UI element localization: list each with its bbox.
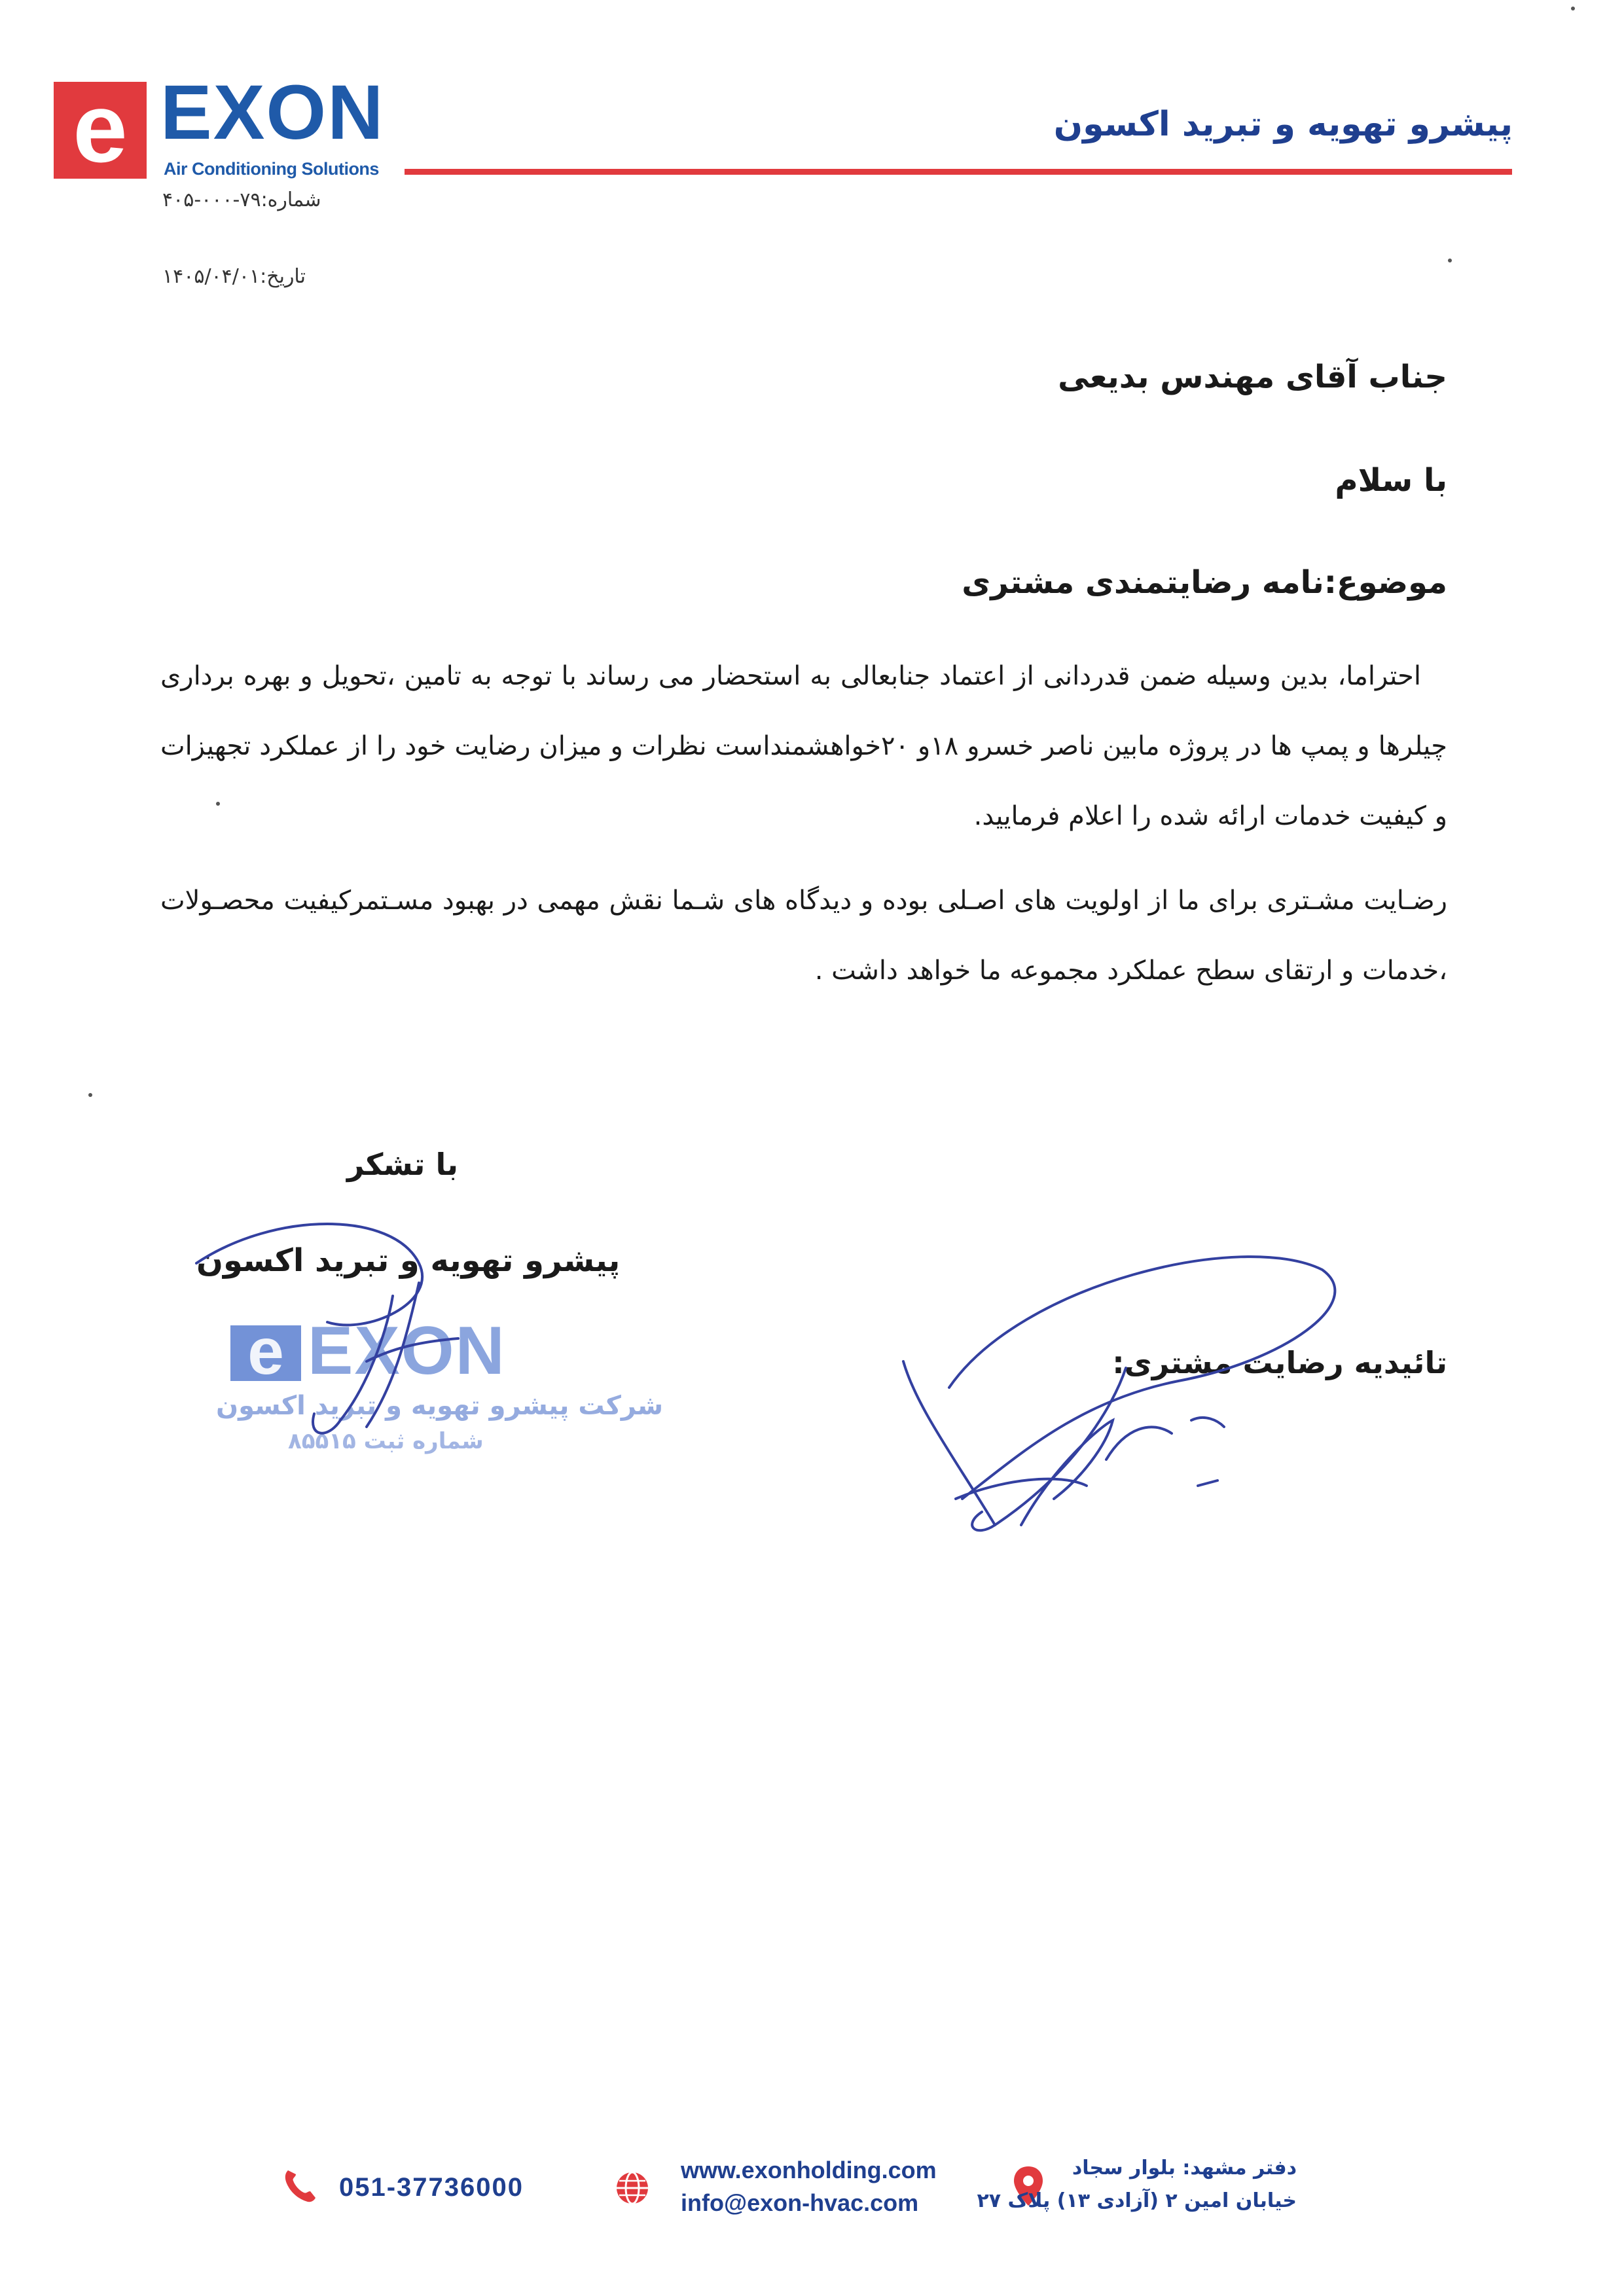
letter-date: تاریخ:۱۴۰۵/۰۴/۰۱ (162, 265, 306, 288)
scan-speck (216, 802, 220, 806)
logo-letter: e (73, 73, 128, 183)
stamp-company-line: شرکت پیشرو تهویه و تبرید اکسون (216, 1391, 664, 1421)
scan-speck (88, 1093, 92, 1097)
closing: با تشکر (347, 1147, 459, 1182)
signer-company: پیشرو تهویه و تبرید اکسون (196, 1242, 621, 1279)
letter-number: شماره:۷۹-۰۰۰-۴۰۵ (162, 188, 321, 211)
phone-icon (280, 2166, 319, 2206)
logo-tagline: Air Conditioning Solutions (164, 159, 379, 179)
body-paragraph-1: احتراما، بدین وسیله ضمن قدردانی از اعتماد جنابعالی به استحضار می رساند با توجه به تامین ،تحویل و بهره برداری چیلرها و پمپ ها در پروژه مابین ناصر خسرو ۱۸و ۲۰خواهشمنداست نظرات و میزان رضایت خود را از عملکرد تجهیزات و کیفیت خدمات ارائه شده را اعلام فرمایید. (160, 661, 1448, 831)
globe-icon (614, 2170, 651, 2206)
scan-speck (1571, 7, 1575, 10)
footer-address-line-1: دفتر مشهد: بلوار سجاد (1072, 2157, 1297, 2179)
footer-address-line-2: خیابان امین ۲ (آزادی ۱۳) پلاک ۲۷ (977, 2189, 1297, 2212)
company-signature (196, 1224, 458, 1433)
subject-line: موضوع:نامه رضایتمندی مشتری (962, 564, 1447, 601)
logo-wordmark: EXON (160, 69, 385, 156)
stamp-logo-letter: e (247, 1315, 284, 1388)
greeting: با سلام (1335, 462, 1447, 499)
customer-confirmation-label: تائیدیه رضایت مشتری: (1112, 1345, 1447, 1380)
customer-signature (903, 1257, 1335, 1530)
body-paragraph-2: رضـایت مشـتری برای ما از اولویت های اصـلی بوده و دیدگاه های شـما نقش مهمی در بهبود مسـتمرکیفیت محصـولات ،خدمات و ارتقای سطح عملکرد مجموعه ما خواهد داشت . (160, 886, 1447, 986)
footer-website[interactable]: www.exonholding.com (681, 2157, 937, 2183)
addressee: جناب آقای مهندس بدیعی (1058, 359, 1447, 395)
footer-phone[interactable]: 051-37736000 (339, 2173, 524, 2202)
company-name-header: پیشرو تهویه و تبرید اکسون (1053, 105, 1513, 144)
footer-email[interactable]: info@exon-hvac.com (681, 2189, 919, 2216)
stamp-registration-line: شماره ثبت ۸۵۵۱۵ (288, 1428, 484, 1454)
stamp-wordmark: EXON (308, 1313, 506, 1389)
scan-speck (1448, 259, 1452, 262)
